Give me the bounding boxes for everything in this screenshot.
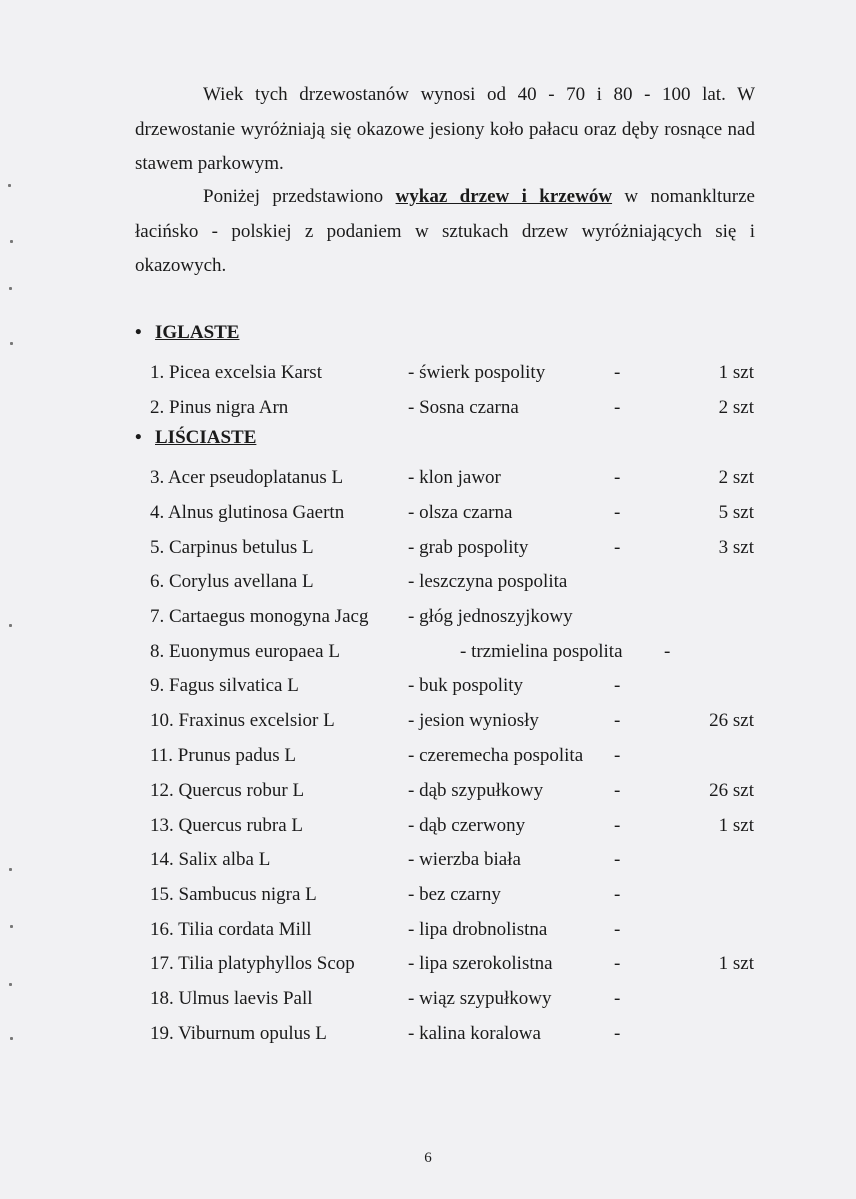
list-item bbox=[0, 710, 856, 738]
list-item bbox=[0, 502, 856, 530]
latin-name: 12. Quercus robur L bbox=[150, 780, 305, 801]
intro-paragraph-1 bbox=[135, 78, 755, 182]
polish-name: - jesion wyniosły bbox=[408, 710, 539, 731]
section-heading-lisciaste bbox=[135, 427, 256, 449]
latin-name: 18. Ulmus laevis Pall bbox=[150, 988, 313, 1009]
separator-dash: - bbox=[614, 884, 621, 905]
list-item bbox=[0, 919, 856, 947]
separator-dash: - bbox=[614, 780, 621, 801]
scan-speck bbox=[10, 240, 13, 243]
list-item bbox=[0, 397, 856, 425]
polish-name: - lipa drobnolistna bbox=[408, 919, 548, 940]
polish-name: - bez czarny bbox=[408, 884, 501, 905]
intro-paragraph-2-after: w nomanklturze łacińsko - polskiej z podaniem w sztukach drzew wyróżniających się i okazowych. bbox=[135, 186, 755, 276]
latin-name: 8. Euonymus europaea L bbox=[150, 641, 340, 662]
list-item bbox=[0, 780, 856, 808]
bullet-icon: • bbox=[135, 322, 142, 343]
scan-speck bbox=[8, 184, 11, 187]
quantity: 2 szt bbox=[718, 397, 754, 418]
latin-name: 4. Alnus glutinosa Gaertn bbox=[150, 502, 345, 523]
latin-name: 15. Sambucus nigra L bbox=[150, 884, 317, 905]
quantity: 2 szt bbox=[718, 467, 754, 488]
polish-name: - grab pospolity bbox=[408, 537, 529, 558]
separator-dash: - bbox=[614, 675, 621, 696]
section-heading-iglaste bbox=[135, 322, 239, 344]
polish-name: - klon jawor bbox=[408, 467, 501, 488]
latin-name: 5. Carpinus betulus L bbox=[150, 537, 314, 558]
separator-dash: - bbox=[614, 397, 621, 418]
separator-dash: - bbox=[614, 815, 621, 836]
separator-dash: - bbox=[614, 988, 621, 1009]
separator-dash: - bbox=[614, 1023, 621, 1044]
polish-name: - dąb szypułkowy bbox=[408, 780, 544, 801]
latin-name: 11. Prunus padus L bbox=[150, 745, 297, 766]
list-item bbox=[0, 641, 856, 669]
polish-name: - wiąz szypułkowy bbox=[408, 988, 552, 1009]
latin-name: 6. Corylus avellana L bbox=[150, 571, 314, 592]
scan-speck bbox=[9, 868, 12, 871]
latin-name: 16. Tilia cordata Mill bbox=[150, 919, 312, 940]
polish-name: - kalina koralowa bbox=[408, 1023, 541, 1044]
scan-speck bbox=[10, 925, 13, 928]
scan-speck bbox=[9, 983, 12, 986]
separator-dash: - bbox=[614, 502, 621, 523]
separator-dash: - bbox=[614, 919, 621, 940]
list-item bbox=[0, 675, 856, 703]
list-item bbox=[0, 849, 856, 877]
latin-name: 19. Viburnum opulus L bbox=[150, 1023, 327, 1044]
quantity: 1 szt bbox=[718, 362, 754, 383]
intro-paragraph-1-text: Wiek tych drzewostanów wynosi od 40 - 70 i 80 - 100 lat. W drzewostanie wyróżniają się okazowe jesiony koło pałacu oraz dęby rosnące nad stawem parkowym. bbox=[135, 84, 755, 174]
list-item bbox=[0, 571, 856, 599]
section-heading-text: LIŚCIASTE bbox=[155, 427, 257, 448]
separator-dash: - bbox=[664, 641, 671, 662]
polish-name: - olsza czarna bbox=[408, 502, 513, 523]
latin-name: 7. Cartaegus monogyna Jacg bbox=[150, 606, 369, 627]
quantity: 5 szt bbox=[718, 502, 754, 523]
list-item bbox=[0, 745, 856, 773]
scan-speck bbox=[9, 287, 12, 290]
separator-dash: - bbox=[614, 849, 621, 870]
latin-name: 1. Picea excelsia Karst bbox=[150, 362, 322, 383]
scan-speck bbox=[10, 1037, 13, 1040]
latin-name: 3. Acer pseudoplatanus L bbox=[150, 467, 344, 488]
quantity: 3 szt bbox=[718, 537, 754, 558]
polish-name: - buk pospolity bbox=[408, 675, 524, 696]
bullet-icon: • bbox=[135, 427, 142, 448]
section-heading-text: IGLASTE bbox=[155, 322, 240, 343]
latin-name: 13. Quercus rubra L bbox=[150, 815, 304, 836]
polish-name: - wierzba biała bbox=[408, 849, 521, 870]
quantity: 1 szt bbox=[718, 953, 754, 974]
polish-name: - Sosna czarna bbox=[408, 397, 519, 418]
separator-dash: - bbox=[614, 467, 621, 488]
quantity: 1 szt bbox=[718, 815, 754, 836]
scan-speck bbox=[9, 624, 12, 627]
separator-dash: - bbox=[614, 745, 621, 766]
list-item bbox=[0, 815, 856, 843]
quantity: 26 szt bbox=[709, 710, 754, 731]
separator-dash: - bbox=[614, 362, 621, 383]
list-item bbox=[0, 884, 856, 912]
list-item bbox=[0, 606, 856, 634]
quantity: 26 szt bbox=[709, 780, 754, 801]
polish-name: - trzmielina pospolita bbox=[460, 641, 623, 662]
polish-name: - czeremecha pospolita bbox=[408, 745, 584, 766]
list-item bbox=[0, 1023, 856, 1051]
separator-dash: - bbox=[614, 710, 621, 731]
scan-speck bbox=[10, 342, 13, 345]
latin-name: 2. Pinus nigra Arn bbox=[150, 397, 289, 418]
polish-name: - lipa szerokolistna bbox=[408, 953, 553, 974]
separator-dash: - bbox=[614, 537, 621, 558]
list-item bbox=[0, 362, 856, 390]
intro-paragraph-2 bbox=[135, 180, 755, 284]
page-number: 6 bbox=[424, 1150, 432, 1166]
polish-name: - dąb czerwony bbox=[408, 815, 526, 836]
latin-name: 17. Tilia platyphyllos Scop bbox=[150, 953, 355, 974]
latin-name: 9. Fagus silvatica L bbox=[150, 675, 299, 696]
intro-paragraph-2-emphasis: wykaz drzew i krzewów bbox=[395, 186, 613, 207]
list-item bbox=[0, 537, 856, 565]
latin-name: 14. Salix alba L bbox=[150, 849, 271, 870]
intro-paragraph-2-before: Poniżej przedstawiono bbox=[203, 186, 396, 207]
latin-name: 10. Fraxinus excelsior L bbox=[150, 710, 335, 731]
list-item bbox=[0, 467, 856, 495]
list-item bbox=[0, 988, 856, 1016]
polish-name: - leszczyna pospolita bbox=[408, 571, 568, 592]
polish-name: - świerk pospolity bbox=[408, 362, 546, 383]
separator-dash: - bbox=[614, 953, 621, 974]
polish-name: - głóg jednoszyjkowy bbox=[408, 606, 573, 627]
list-item bbox=[0, 953, 856, 981]
